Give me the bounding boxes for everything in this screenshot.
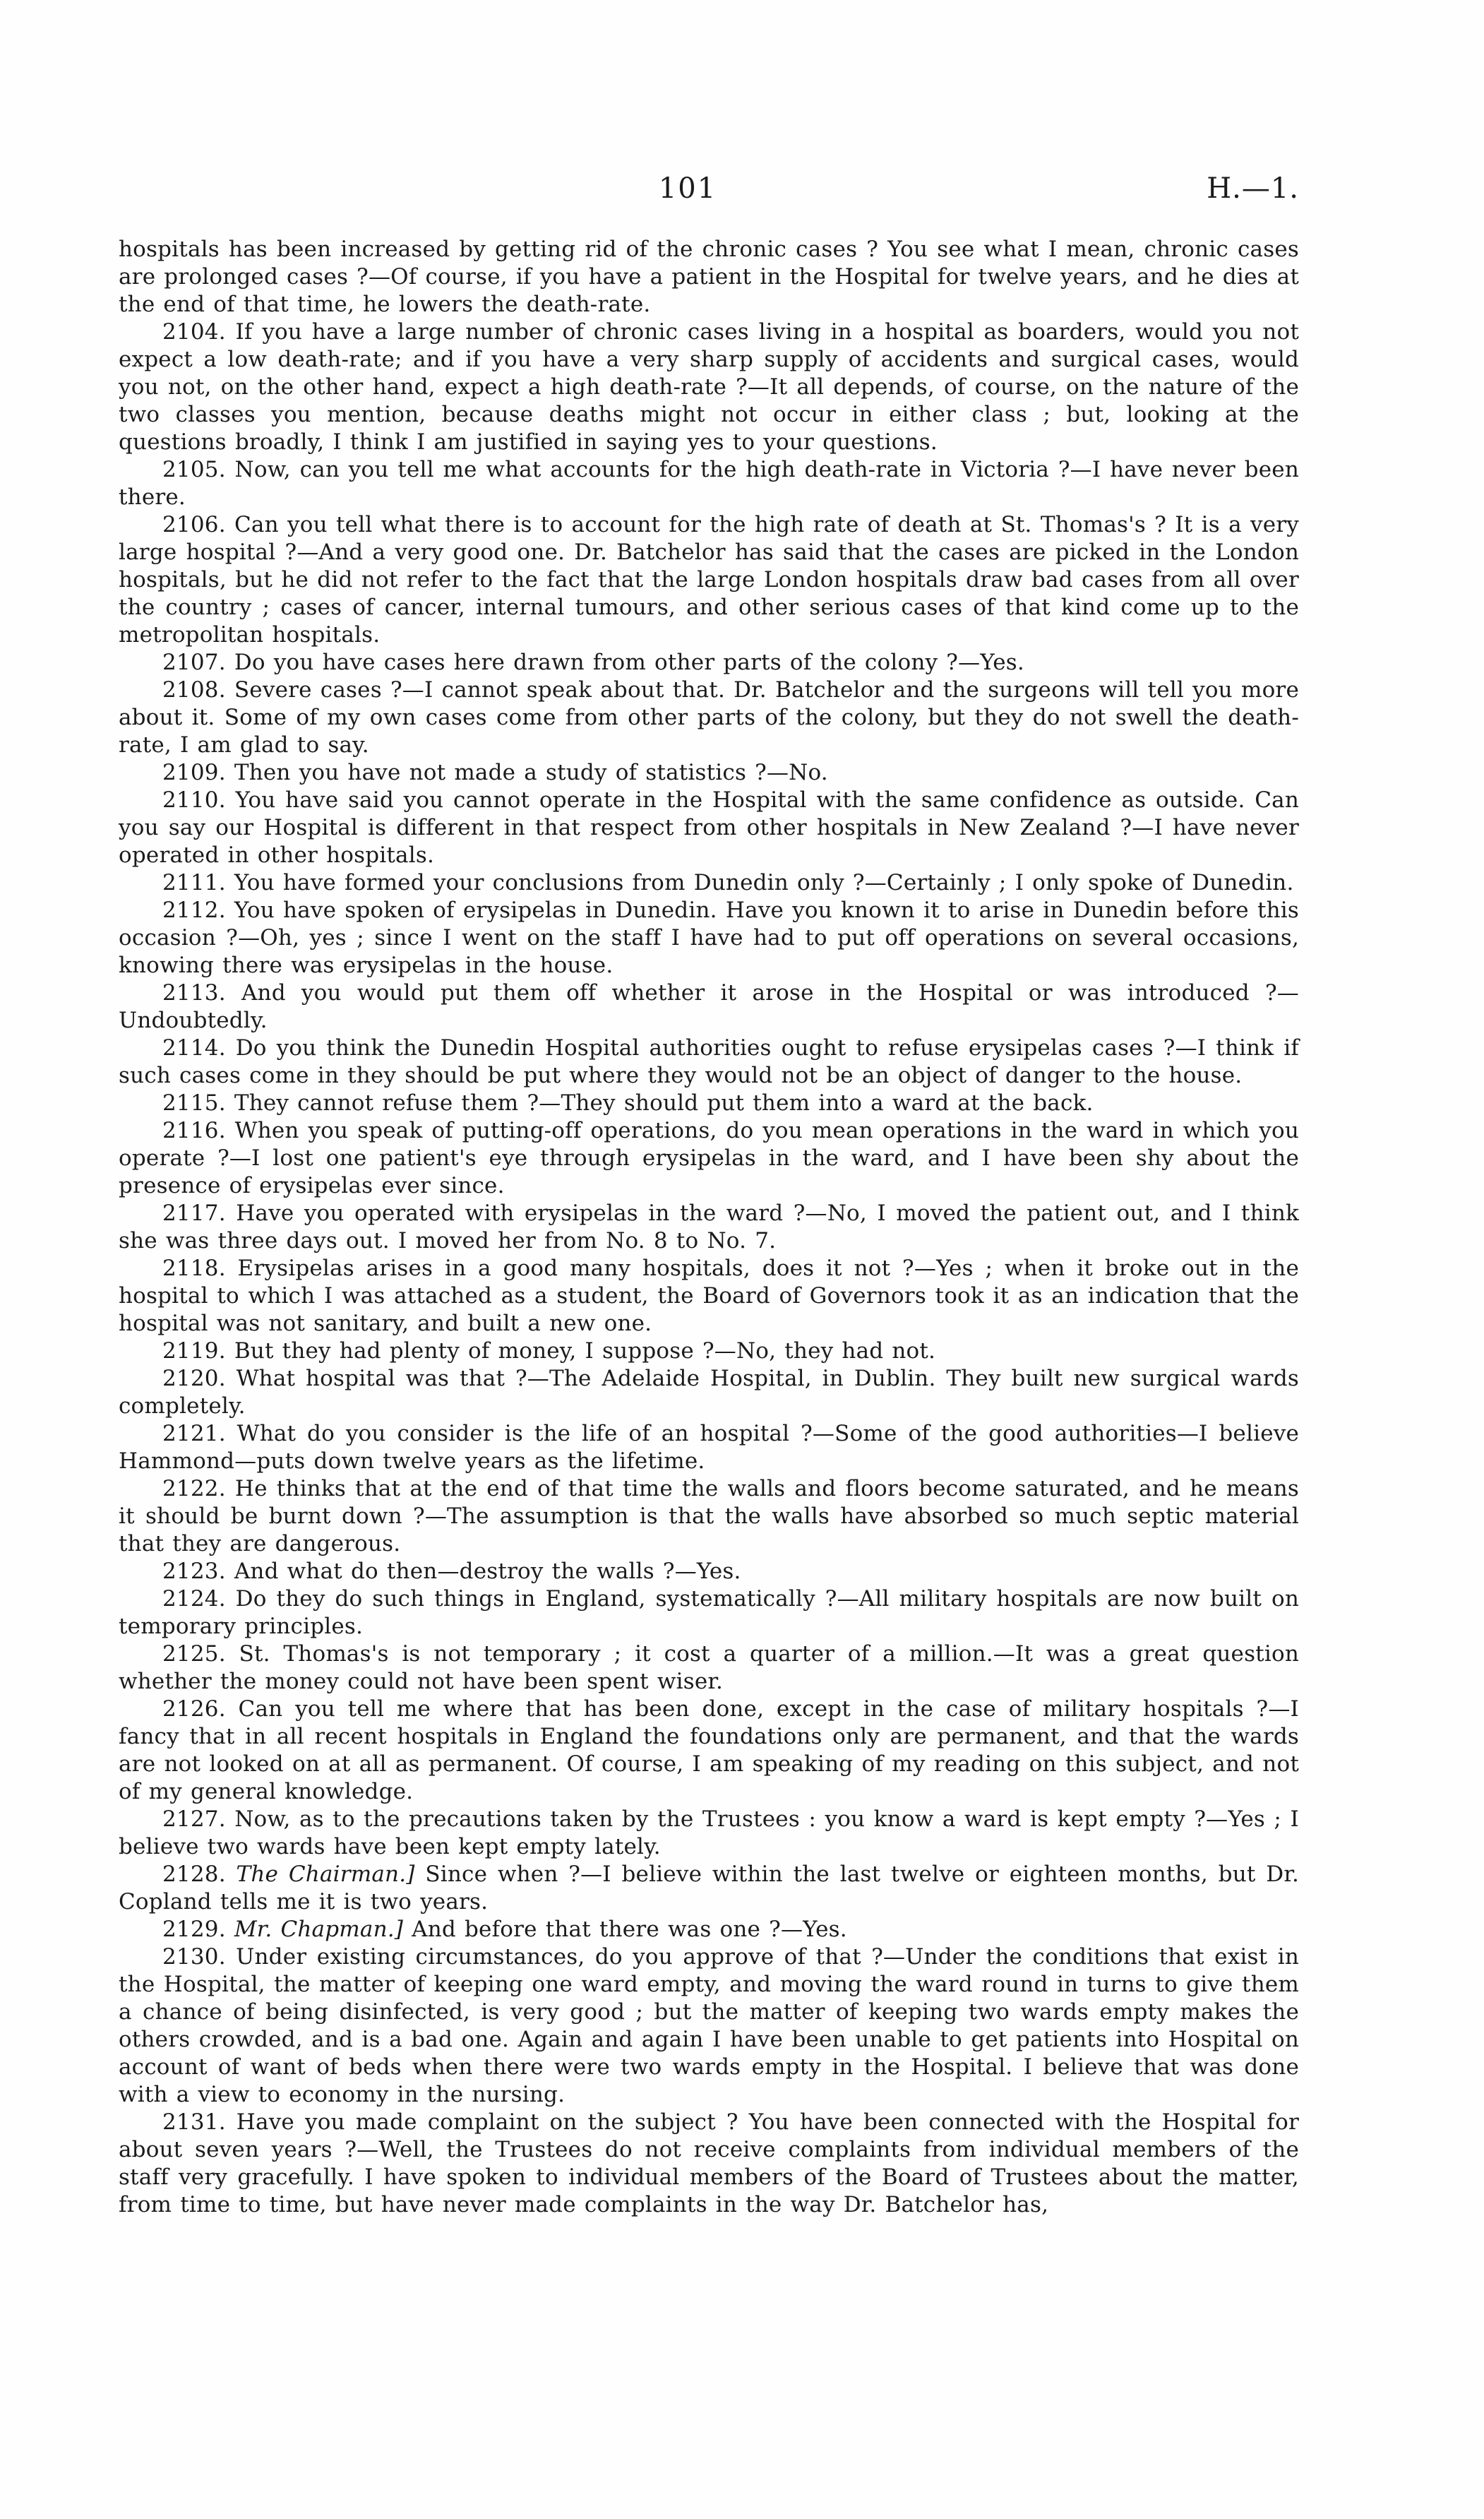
transcript-body — [119, 236, 1299, 2219]
qa-paragraph — [119, 1696, 1299, 1806]
question-answer-text: Erysipelas arises in a good many hospitals, does it not ?—Yes ; when it broke out in the hospital to which I was attached as a student, the Board of Governors took it as an indication that the hospital was not sanitary, and built a new one. — [119, 1256, 1299, 1336]
question-number: 2127. — [162, 1806, 235, 1832]
question-answer-text: When you speak of putting-off operations, do you mean operations in the ward in which you operate ?—I lost one patient's eye through erysipelas in the ward, and I have been shy about the presence of erysipelas ever since. — [119, 1118, 1299, 1198]
question-number: 2118. — [162, 1256, 238, 1281]
question-answer-text: Now, can you tell me what accounts for the high death-rate in Victoria ?—I have never been there. — [119, 457, 1299, 510]
qa-paragraph — [119, 759, 1299, 787]
qa-paragraph — [119, 1117, 1299, 1200]
question-answer-text: Under existing circumstances, do you approve of that ?—Under the conditions that exist in the Hospital, the matter of keeping one ward empty, and moving the ward round in turns to give them a chance of being disinfected, is very good ; but the matter of keeping two wards empty makes the others crowded, and is a bad one. Again and again I have been unable to get patients into Hospital on account of want of beds when there were two wards empty in the Hospital. I believe that was done with a view to economy in the nursing. — [119, 1944, 1299, 2107]
qa-paragraph — [119, 511, 1299, 649]
qa-paragraph — [119, 1585, 1299, 1640]
question-number: 2125. — [162, 1641, 239, 1667]
qa-paragraph — [119, 1338, 1299, 1365]
question-answer-text: St. Thomas's is not temporary ; it cost a quarter of a million.—It was a great question whether the money could not have been spent wiser. — [119, 1641, 1299, 1694]
question-answer-text: Can you tell what there is to account for the high rate of death at St. Thomas's ? It is a very large hospital ?—And a very good one. Dr. Batchelor has said that the cases are picked in the London hospitals, but he did not refer to the fact that the large London hospitals draw bad cases from all over the country ; cases of cancer, internal tumours, and other serious cases of that kind come up to the metropolitan hospitals. — [119, 512, 1299, 648]
question-number: 2115. — [162, 1090, 234, 1116]
question-number: 2128. — [162, 1862, 237, 1887]
question-answer-text: Severe cases ?—I cannot speak about that. Dr. Batchelor and the surgeons will tell you more about it. Some of my own cases come from other parts of the colony, but they do not swell the death-rate, I am glad to say. — [119, 677, 1299, 758]
question-answer-text: Do you have cases here drawn from other parts of the colony ?—Yes. — [234, 650, 1024, 675]
question-number: 2108. — [162, 677, 234, 703]
question-answer-text: But they had plenty of money, I suppose ?—No, they had not. — [234, 1338, 936, 1364]
question-number: 2105. — [162, 457, 235, 482]
qa-paragraph — [119, 1640, 1299, 1696]
question-number: 2111. — [162, 870, 234, 895]
qa-paragraph — [119, 1420, 1299, 1475]
question-number: 2126. — [162, 1696, 239, 1722]
question-answer-text: Have you made complaint on the subject ? You have been connected with the Hospital for about seven years ?—Well, the Trustees do not receive complaints from individual members of the staff very gracefully. I have spoken to individual members of the Board of Trustees about the matter, from time to time, but have never made complaints in the way Dr. Batchelor has, — [119, 2109, 1299, 2217]
qa-paragraph — [119, 236, 1299, 318]
question-number: 2122. — [162, 1476, 235, 1501]
question-answer-text: What hospital was that ?—The Adelaide Hospital, in Dublin. They built new surgical wards completely. — [119, 1366, 1299, 1419]
qa-paragraph — [119, 456, 1299, 511]
qa-paragraph — [119, 1558, 1299, 1585]
question-answer-text: hospitals has been increased by getting rid of the chronic cases ? You see what I mean, chronic cases are prolonged cases ?—Of course, if you have a patient in the Hospital for twelve years, and he dies at the end of that time, he lowers the death-rate. — [119, 237, 1300, 317]
question-answer-text: Do they do such things in England, systematically ?—All military hospitals are now built on temporary principles. — [119, 1586, 1299, 1639]
question-number: 2124. — [162, 1586, 236, 1612]
question-answer-text: If you have a large number of chronic cases living in a hospital as boarders, would you not expect a low death-rate; and if you have a very sharp supply of accidents and surgical cases, would you not, on the other hand, expect a high death-rate ?—It all depends, of course, on the nature of the two classes you mention, because deaths might not occur in either class ; but, looking at the questions broadly, I think I am justified in saying yes to your questions. — [119, 319, 1299, 455]
question-answer-text: He thinks that at the end of that time the walls and floors become saturated, and he means it should be burnt down ?—The assumption is that the walls have absorbed so much septic material that they are dangerous. — [119, 1476, 1299, 1556]
speaker-name: The Chairman.] — [236, 1862, 426, 1887]
question-number: 2114. — [162, 1035, 236, 1061]
question-answer-text: And before that there was one ?—Yes. — [412, 1917, 847, 1942]
qa-paragraph — [119, 1943, 1299, 2109]
qa-paragraph — [119, 897, 1299, 979]
question-answer-text: You have spoken of erysipelas in Dunedin. Have you known it to arise in Dunedin before this occasion ?—Oh, yes ; since I went on the staff I have had to put off operations on several occasions, knowing there was erysipelas in the house. — [119, 898, 1299, 978]
question-answer-text: Can you tell me where that has been done, except in the case of military hospitals ?—I fancy that in all recent hospitals in England the foundations only are permanent, and that the wards are not looked on at all as permanent. Of course, I am speaking of my reading on this subject, and not of my general knowledge. — [119, 1696, 1299, 1804]
question-number: 2104. — [162, 319, 236, 345]
question-number: 2110. — [162, 787, 236, 813]
page-header — [119, 171, 1299, 208]
qa-paragraph — [119, 1365, 1299, 1420]
question-number: 2109. — [162, 760, 234, 785]
qa-paragraph — [119, 979, 1299, 1035]
qa-paragraph — [119, 1200, 1299, 1255]
qa-paragraph — [119, 787, 1299, 869]
question-answer-text: Then you have not made a study of statistics ?—No. — [234, 760, 828, 785]
question-number: 2120. — [162, 1366, 237, 1391]
document-reference: H.—1. — [1207, 172, 1299, 205]
question-answer-text: And what do then—destroy the walls ?—Yes. — [234, 1559, 741, 1584]
qa-paragraph — [119, 869, 1299, 897]
question-number: 2106. — [162, 512, 234, 537]
page-number: 101 — [658, 172, 717, 205]
qa-paragraph — [119, 1090, 1299, 1117]
question-answer-text: What do you consider is the life of an hospital ?—Some of the good authorities—I believe Hammond—puts down twelve years as the lifetime. — [119, 1421, 1299, 1474]
question-number: 2112. — [162, 898, 234, 923]
question-answer-text: Now, as to the precautions taken by the Trustees : you know a ward is kept empty ?—Yes ; I believe two wards have been kept empty lately. — [119, 1806, 1299, 1859]
qa-paragraph — [119, 649, 1299, 677]
question-answer-text: They cannot refuse them ?—They should put them into a ward at the back. — [234, 1090, 1094, 1116]
question-number: 2107. — [162, 650, 234, 675]
question-number: 2116. — [162, 1118, 235, 1143]
qa-paragraph — [119, 2109, 1299, 2219]
question-number: 2121. — [162, 1421, 237, 1446]
qa-paragraph — [119, 677, 1299, 759]
question-answer-text: You have formed your conclusions from Dunedin only ?—Certainly ; I only spoke of Dunedin. — [234, 870, 1294, 895]
question-number: 2129. — [162, 1917, 234, 1942]
question-answer-text: And you would put them off whether it arose in the Hospital or was introduced ?—Undoubtedly. — [119, 980, 1299, 1033]
question-number: 2123. — [162, 1559, 234, 1584]
question-number: 2119. — [162, 1338, 234, 1364]
question-number: 2131. — [162, 2109, 237, 2135]
qa-paragraph — [119, 1035, 1299, 1090]
question-answer-text: Have you operated with erysipelas in the ward ?—No, I moved the patient out, and I think she was three days out. I moved her from No. 8 to No. 7. — [119, 1201, 1299, 1253]
question-answer-text: Since when ?—I believe within the last twelve or eighteen months, but Dr. Copland tells me it is two years. — [119, 1862, 1299, 1914]
question-number: 2117. — [162, 1201, 237, 1226]
qa-paragraph — [119, 1861, 1299, 1916]
question-number: 2113. — [162, 980, 241, 1006]
speaker-name: Mr. Chapman.] — [234, 1917, 412, 1942]
qa-paragraph — [119, 1475, 1299, 1558]
qa-paragraph — [119, 1255, 1299, 1338]
qa-paragraph — [119, 318, 1299, 456]
qa-paragraph — [119, 1806, 1299, 1861]
question-answer-text: You have said you cannot operate in the Hospital with the same confidence as outside. Can you say our Hospital is different in that respect from other hospitals in New Zealand ?—I have never operated in other hospitals. — [119, 787, 1299, 868]
qa-paragraph — [119, 1916, 1299, 1943]
question-answer-text: Do you think the Dunedin Hospital authorities ought to refuse erysipelas cases ?—I think if such cases come in they should be put where they would not be an object of danger to the house. — [119, 1035, 1300, 1088]
question-number: 2130. — [162, 1944, 237, 1970]
